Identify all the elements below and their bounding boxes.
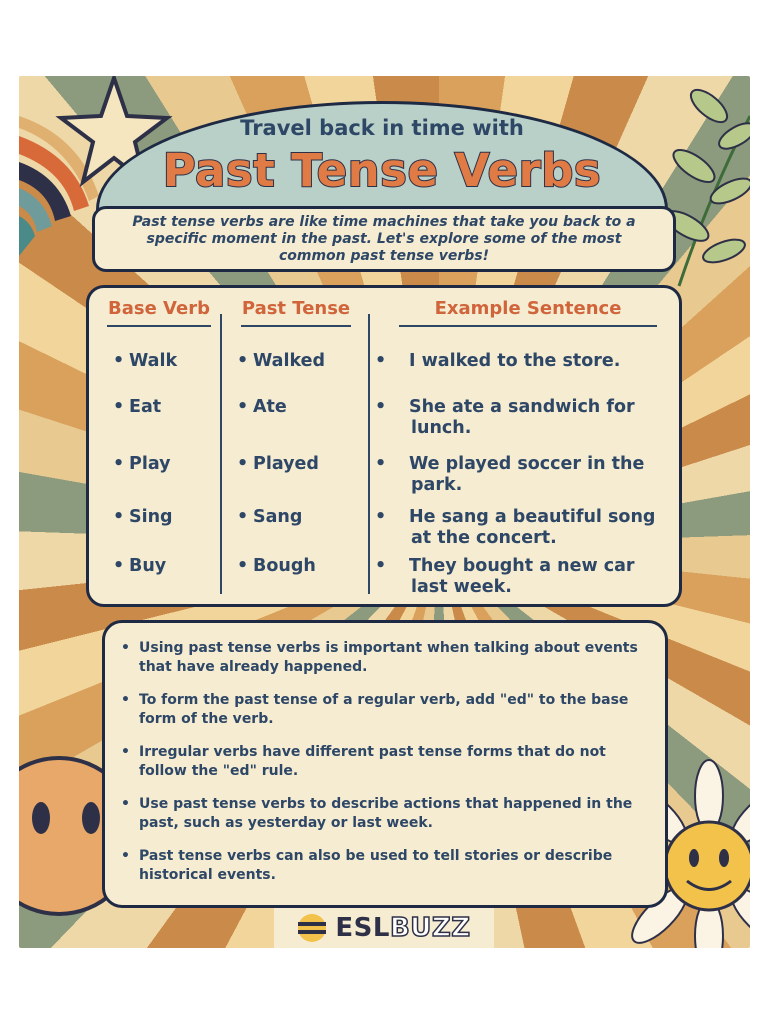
base-verb-cell: • Eat [113, 397, 162, 417]
logo-text-buzz: BUZZ [389, 913, 471, 943]
example-sentence-cell: • I walked to the store. [375, 351, 621, 371]
column-divider [220, 314, 222, 594]
page-title: Past Tense Verbs [162, 144, 602, 197]
poster [19, 76, 750, 948]
subtitle: Travel back in time with [240, 116, 524, 140]
base-verb-cell: • Play [113, 454, 171, 474]
past-tense-cell: • Bough [237, 556, 316, 576]
bee-logo-icon [297, 913, 327, 943]
column-header-example-sentence: Example Sentence [399, 298, 657, 327]
intro-text: Past tense verbs are like time machines that take you back to a specific moment in the past. Let's explore some of the most common past tense verbs! [132, 213, 636, 264]
eslbuzz-logo [274, 908, 494, 948]
example-sentence-cell: • They bought a new car last week. [375, 556, 635, 597]
column-header-past-tense: Past Tense [241, 298, 351, 327]
example-sentence-cell: • We played soccer in the park. [375, 454, 645, 495]
fact-item: • Irregular verbs have different past tense forms that do not follow the "ed" rule. [121, 743, 651, 781]
column-divider [368, 314, 370, 594]
base-verb-cell: • Walk [113, 351, 178, 371]
base-verb-cell: • Sing [113, 507, 173, 527]
facts-box [102, 620, 668, 908]
past-tense-cell: • Sang [237, 507, 303, 527]
fact-item: • Use past tense verbs to describe actions that happened in the past, such as yesterday or last week. [121, 795, 651, 833]
logo-text-esl: ESL [335, 913, 390, 943]
past-tense-cell: • Walked [237, 351, 326, 371]
facts-list [121, 639, 651, 885]
fact-item: • Past tense verbs can also be used to tell stories or describe historical events. [121, 847, 651, 885]
past-tense-cell: • Ate [237, 397, 287, 417]
fact-item: • To form the past tense of a regular verb, add "ed" to the base form of the verb. [121, 691, 651, 729]
example-sentence-cell: • She ate a sandwich for lunch. [375, 397, 635, 438]
verb-table [86, 285, 682, 607]
past-tense-cell: • Played [237, 454, 319, 474]
fact-item: • Using past tense verbs is important when talking about events that have already happened. [121, 639, 651, 677]
base-verb-cell: • Buy [113, 556, 167, 576]
example-sentence-cell: • He sang a beautiful song at the concert. [375, 507, 656, 548]
column-header-base-verb: Base Verb [107, 298, 211, 327]
intro-box [92, 206, 676, 272]
